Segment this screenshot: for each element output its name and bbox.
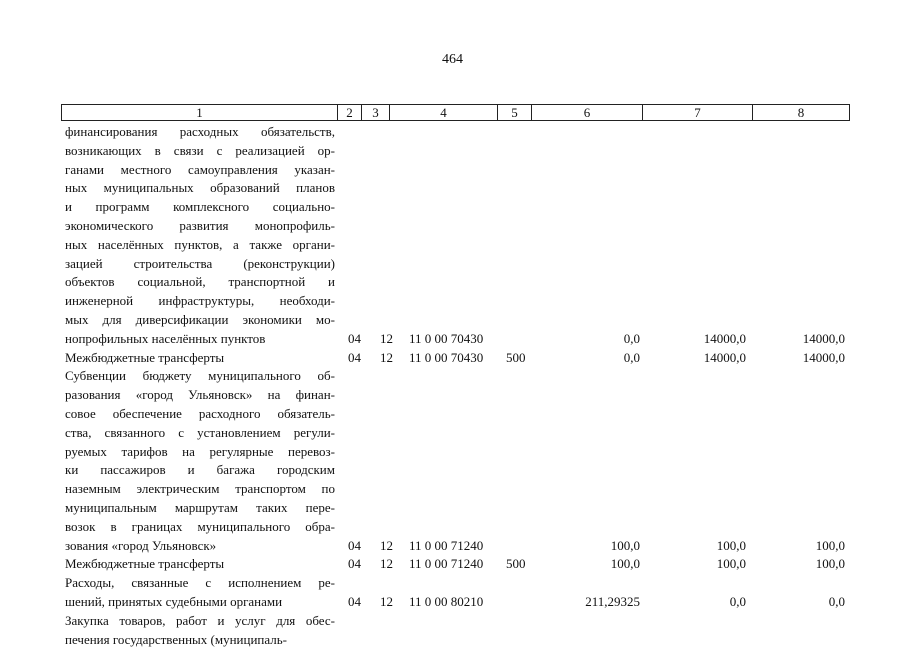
target-article: 11 0 00 71240 [409, 537, 484, 553]
amount-col-7: 100,0 [716, 537, 746, 553]
amount-col-6: 0,0 [623, 349, 640, 365]
target-article: 11 0 00 80210 [409, 594, 484, 609]
row-description-line: печения государственных (муниципаль- [65, 631, 288, 647]
row-description-line: зацией строительства (реконструкции) [65, 255, 335, 271]
row-description-line: зования «город Ульяновск» [65, 537, 217, 553]
target-article: 11 0 00 70430 [409, 330, 484, 346]
row-description-line: экономического развития монопрофиль- [65, 218, 335, 233]
section-code: 04 [348, 537, 361, 553]
subsection-code: 12 [380, 537, 393, 553]
amount-col-8: 100,0 [815, 537, 845, 553]
section-code: 04 [348, 556, 361, 572]
header-col-4: 4 [390, 105, 498, 120]
row-description-line: мых для диверсификации экономики мо- [65, 312, 335, 327]
row-description-line: ных населённых пунктов, а также органи- [65, 236, 335, 252]
header-col-8: 8 [797, 105, 805, 120]
row-description-line: Субвенции бюджету муниципального об- [65, 368, 335, 384]
expense-type: 500 [506, 349, 526, 365]
row-description-line: нопрофильных населённых пунктов [65, 330, 266, 346]
row-description-line: ки пассажиров и багажа городским [65, 462, 335, 478]
row-description-line: инженерной инфраструктуры, необходи- [65, 293, 335, 309]
row-description-line: и программ комплексного социально- [65, 199, 335, 215]
amount-col-6: 100,0 [610, 537, 640, 553]
row-description-line: ганами местного самоуправления указан- [65, 161, 335, 177]
row-description-line: возок в границах муниципального обра- [65, 518, 335, 534]
row-description-line: ства, связанного с установлением регули- [65, 424, 335, 440]
header-col-5: 5 [498, 105, 532, 120]
subsection-code: 12 [380, 556, 393, 572]
table-header [61, 104, 850, 121]
subsection-code: 12 [380, 594, 393, 609]
row-description-line: финансирования расходных обязательств, [65, 124, 335, 139]
row-description-line: наземным электрическим транспортом по [65, 481, 335, 497]
subsection-code: 12 [380, 349, 393, 365]
header-col-2: 2 [338, 105, 362, 120]
amount-col-7: 0,0 [729, 594, 746, 609]
amount-col-6: 0,0 [623, 330, 640, 346]
row-description-line: разования «город Ульяновск» на финан- [65, 387, 335, 403]
row-description-line: ных муниципальных образований планов [65, 180, 335, 196]
amount-col-7: 14000,0 [703, 349, 746, 365]
expense-type: 500 [506, 556, 526, 572]
amount-col-6: 100,0 [610, 556, 640, 572]
amount-col-7: 14000,0 [703, 330, 746, 346]
header-col-1: 1 [62, 105, 338, 120]
section-code: 04 [348, 594, 361, 609]
amount-col-8: 14000,0 [802, 349, 845, 365]
header-col-6: 6 [532, 105, 643, 120]
amount-col-8: 14000,0 [802, 330, 845, 346]
subsection-code: 12 [380, 330, 393, 346]
page-number: 464 [442, 52, 463, 67]
amount-col-8: 0,0 [828, 594, 845, 609]
header-col-3: 3 [362, 105, 390, 120]
section-code: 04 [348, 330, 361, 346]
amount-col-7: 100,0 [716, 556, 746, 572]
row-description-line: Межбюджетные трансферты [65, 349, 225, 365]
header-col-7: 7 [643, 105, 753, 120]
section-code: 04 [348, 349, 361, 365]
row-description-line: руемых тарифов на регулярные перевоз- [65, 443, 335, 459]
row-description-line: объектов социальной, транспортной и [65, 274, 335, 290]
amount-col-6: 211,29325 [585, 594, 640, 609]
row-description-line: Межбюджетные трансферты [65, 556, 225, 572]
row-description-line: возникающих в связи с реализацией ор- [65, 142, 335, 158]
target-article: 11 0 00 70430 [409, 349, 484, 365]
row-description-line: Расходы, связанные с исполнением ре- [65, 575, 335, 591]
row-description-line: Закупка товаров, работ и услуг для обес- [65, 612, 335, 628]
target-article: 11 0 00 71240 [409, 556, 484, 572]
row-description-line: шений, принятых судебными органами [65, 594, 283, 609]
row-description-line: муниципальным маршрутам таких пере- [65, 500, 335, 515]
amount-col-8: 100,0 [815, 556, 845, 572]
row-description-line: совое обеспечение расходного обязатель- [65, 406, 335, 421]
